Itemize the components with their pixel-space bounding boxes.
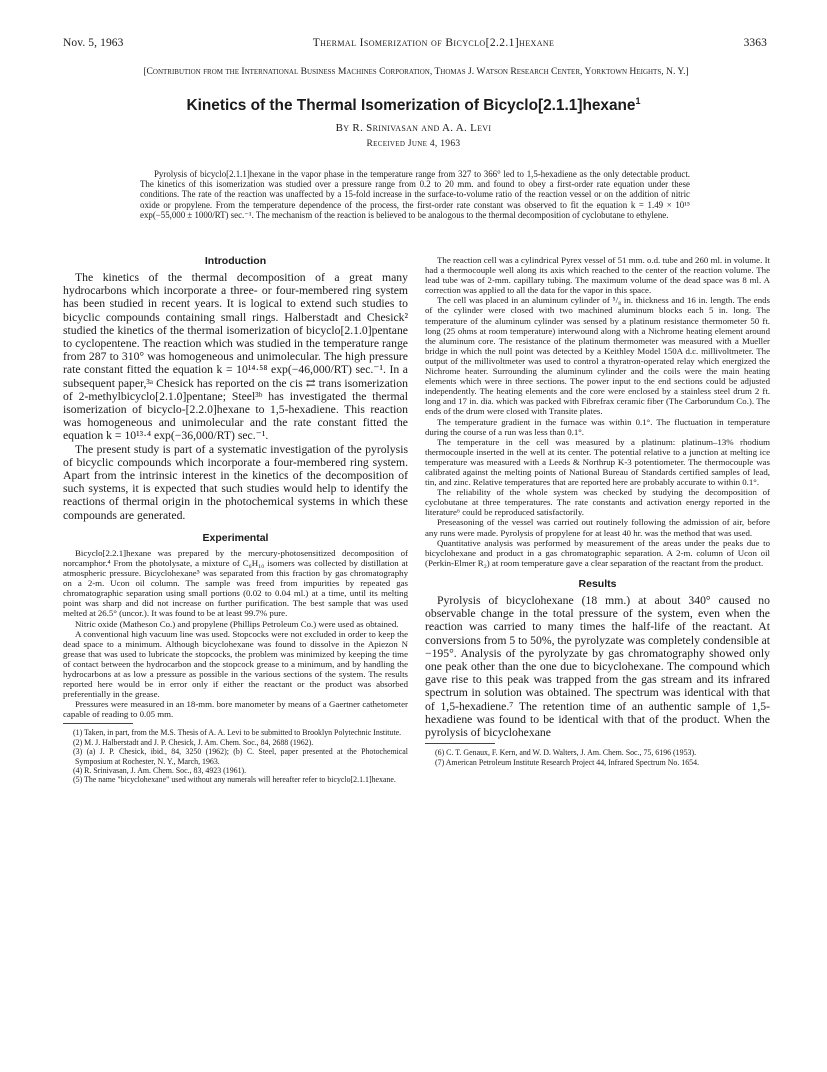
running-head [63,37,767,53]
footnote: (7) American Petroleum Institute Research Project 44, Infrared Spectrum No. 1654. [435,757,700,767]
footnote: (3) (a) J. P. Chesick, ibid., 84, 3250 (1962); (b) C. Steel, paper presented at the Photochemical Symposium at Rochester, N. Y., March, 1963. [73,747,408,766]
experimental-paragraph-3: A conventional high vacuum line was used. Stopcocks were not excluded in order to keep the dead space to a minimum. Although bicyclohexane was found to dissolve in the Apiezon N grease that was used to lubricate the stopcocks, the problem was minimized by keeping the time of contact between the hydrocarbon and the stopcock grease to a minimum, and by handling the hydrocarbons at as low a pressure as possible in the various sections of the system. The results reported here would be in error only if either the reactant or the product was absorbed preferentially in the grease. [63,628,408,700]
preseasoning-paragraph: Preseasoning of the vessel was carried out routinely following the admission of air, before any runs were made. Pyrolysis of propylene for at least 40 hr. was the method that was used. [425,517,770,538]
experimental-paragraph-2: Nitric oxide (Matheson Co.) and propylene (Phillips Petroleum Co.) were used as obtained. [75,618,399,629]
reliability-paragraph: The reliability of the whole system was checked by studying the decomposition of cyclobutane at three temperatures. The rate constants and activation energy reported in the literature⁶ could be reproduced satisfactorily. [425,487,770,518]
issue-date: Nov. 5, 1963 [63,37,124,49]
experimental-paragraph-1: Bicyclo[2.2.1]hexane was prepared by the mercury-photosensitized decomposition of norcamphor.⁴ From the photolysate, a mixture of C₆H₁₀ isomers was collected by distillation at atmospheric pressure. Bicyclohexane⁵ was separated from this fraction by gas chromatography on a 2-m. Ucon oil column. The sample was freed from impurities by repeated gas chromatographic separation using small portions (0.02 to 0.04 ml.) at a time, until its melting point was sharp and did not increase on further purification. The best sample that was used melted at 26.5° (uncor.). It was found to be at least 99.7% pure. [63,547,408,619]
thermocouple-paragraph: The temperature in the cell was measured by a platinum: platinum–13% rhodium thermocouple inserted in the well at its center. The potential relative to a junction at melting ice temperature was measured with a Leeds & Northrup K-3 potentiometer. The thermocouple was calibrated against the melting points of National Bureau of Standards certified samples of lead, tin, and zinc. Relative temperatures that are reported here are probably accurate to within 0.1°. [425,436,770,488]
page-number: 3363 [743,37,767,49]
authors: By R. Srinivasan and A. A. Levi [335,122,492,134]
right-column [425,255,770,767]
results-heading: Results [578,577,617,590]
received-date: Received June 4, 1963 [366,139,461,149]
article-title-text: Kinetics of the Thermal Isomerization of Bicyclo[2.1.1]hexane [186,97,636,115]
intro-paragraph-2: The present study is part of a systematic investigation of the pyrolysis of bicyclic compounds which incorporate a four-membered ring system. Apart from the intrinsic interest in the kinetics of the decomposition of such systems, it is expected that such studies would help to identify the reactions of thermal origin in the photochemical systems in which these compounds are generated. [63,442,408,522]
footnote-rule [63,723,133,724]
running-title: Thermal Isomerization of Bicyclo[2.2.1]hexane [312,37,555,49]
footnote: (4) R. Srinivasan, J. Am. Chem. Soc., 83, 4923 (1961). [73,766,247,776]
analysis-paragraph: Quantitative analysis was performed by measurement of the areas under the peaks due to bicyclohexane and product in a gas chromatographic separation. A 2-m. column of Ucon oil (Perkin-Elmer R₂) at room temperature gave a clear separation of the reactant from the product. [425,537,770,568]
abstract: Pyrolysis of bicyclo[2.1.1]hexane in the vapor phase in the temperature range from 327 to 366° led to 1,5-hexadiene as the only detectable product. The kinetics of this isomerization was studied over a pressure range from 0.2 to 20 mm. and found to obey a first-order rate equation under these conditions. The rate of the reaction was unaffected by a 15-fold increase in the surface-to-volume ratio of the reaction vessel or on the addition of nitric oxide or propylene. From the temperature dependence of the process, the first-order rate constant was observed to fit the equation k = 1.49 × 10¹⁵ exp(−55,000 ± 1000/RT) sec.⁻¹. The mechanism of the reaction is believed to be analogous to the thermal decomposition of cyclobutane to ethylene. [140,168,690,220]
footnote: (6) C. T. Genaux, F. Kern, and W. D. Walters, J. Am. Chem. Soc., 75, 6196 (1953). [435,748,697,758]
introduction-heading: Introduction [204,255,267,267]
title-footnote-marker: 1 [635,96,641,106]
experimental-heading: Experimental [202,531,269,544]
footnote: (5) The name "bicyclohexane" used without any numerals will hereafter refer to bicyclo[2.1.1]hexane. [73,775,396,785]
footnote-rule [425,743,495,744]
left-column [63,255,408,785]
reaction-cell-paragraph: The reaction cell was a cylindrical Pyrex vessel of 51 mm. o.d. tube and 260 ml. in volume. It had a thermocouple well along its axis which reached to the center of the reaction volume. The lead tube was of 2-mm. capillary tubing. The maximum volume of the dead space was 8 ml. A correction was applied to all the data for the vapor in this space. [425,255,770,296]
footnote: (2) M. J. Halberstadt and J. P. Chesick, J. Am. Chem. Soc., 84, 2688 (1962). [73,737,314,747]
gradient-paragraph: The temperature gradient in the furnace was within 0.1°. The fluctuation in temperature during the course of a run was less than 0.1°. [425,416,770,437]
footnote: (1) Taken, in part, from the M.S. Thesis of A. A. Levi to be submitted to Brooklyn Polytechnic Institute. [73,728,402,738]
contribution-line: [Contribution from the International Business Machines Corporation, Thomas J. Watson Research Center, Yorktown Heights, N. Y.] [143,66,689,77]
experimental-paragraph-4: Pressures were measured in an 18-mm. bore manometer by means of a Gaertner cathetometer capable of reading to 0.05 mm. [63,699,408,720]
intro-paragraph-1: The kinetics of the thermal decomposition of a great many hydrocarbons which incorporate a three- or four-membered ring system has been studied in recent years. It is logical to extend such studies to bicyclic compounds containing small rings. Halberstadt and Chesick² studied the kinetics of the thermal isomerization of bicyclo[2.1.0]pentane to cyclopentene. The reaction which was studied in the temperature range from 287 to 310° was homogeneous and unimolecular. The high pressure rate constant fitted the equation k = 10¹⁴·⁵⁸ exp(−46,000/RT) sec.⁻¹. In a subsequent paper,³ᵃ Chesick has reported on the cis ⇄ trans isomerization of 2-methylbicyclo[2.1.0]pentane; Steel³ᵇ has investigated the thermal isomerization of bicyclo-[2.2.0]hexane to 1,5-hexadiene. This reaction was homogeneous and unimolecular and the rate constant fitted the equation k = 10¹³·⁴ exp(−36,000/RT) sec.⁻¹. [63,271,408,443]
results-paragraph-1: Pyrolysis of bicyclohexane (18 mm.) at about 340° caused no observable change in the total pressure of the system, even when the reaction was carried to many times the half-life of the reactant. At conversions from 5 to 50%, the pyrolyzate was completely condensible at −195°. Analysis of the pyrolyzate by gas chromatography showed only one peak other than the one due to bicyclohexane. The compound which gave rise to this peak was trapped from the gas stream and its infrared spectrum in solution was obtained. The spectrum was identical with that of 1,5-hexadiene.⁷ The retention time of an authentic sample of 1,5-hexadiene was found to be identical with that of the product. When the pyrolysis of bicyclohexane [425,593,771,739]
article-title [60,96,767,115]
furnace-paragraph: The cell was placed in an aluminum cylinder of ⁵/₈ in. thickness and 16 in. length. The ends of the cylinder were closed with two machined aluminum blocks each 5 in. long. The temperature of the aluminum cylinder was sensed by a platinum resistance thermometer 50 ft. long (25 ohms at room temperature) interwound along with a Nichrome heating element around the aluminum core. The resistance of the platinum thermometer was measured with a Mueller bridge in which the null point was detected by a Keithley Model 150A d.c. millivoltmeter. The output of the millivoltmeter was used to control a thyratron-operated relay which energized the Nichrome heater. Surrounding the aluminum cylinder and the coils were the main heating elements which were in three sections. The power input to the end sections could be adjusted independently. The heating elements and the core were enclosed by a stainless steel drum 2 ft. long and 17 in. dia. which was packed with Fibrefrax ceramic fiber (The Carborundum Co.). The ends of the drum were closed with Transite plates. [425,295,770,417]
